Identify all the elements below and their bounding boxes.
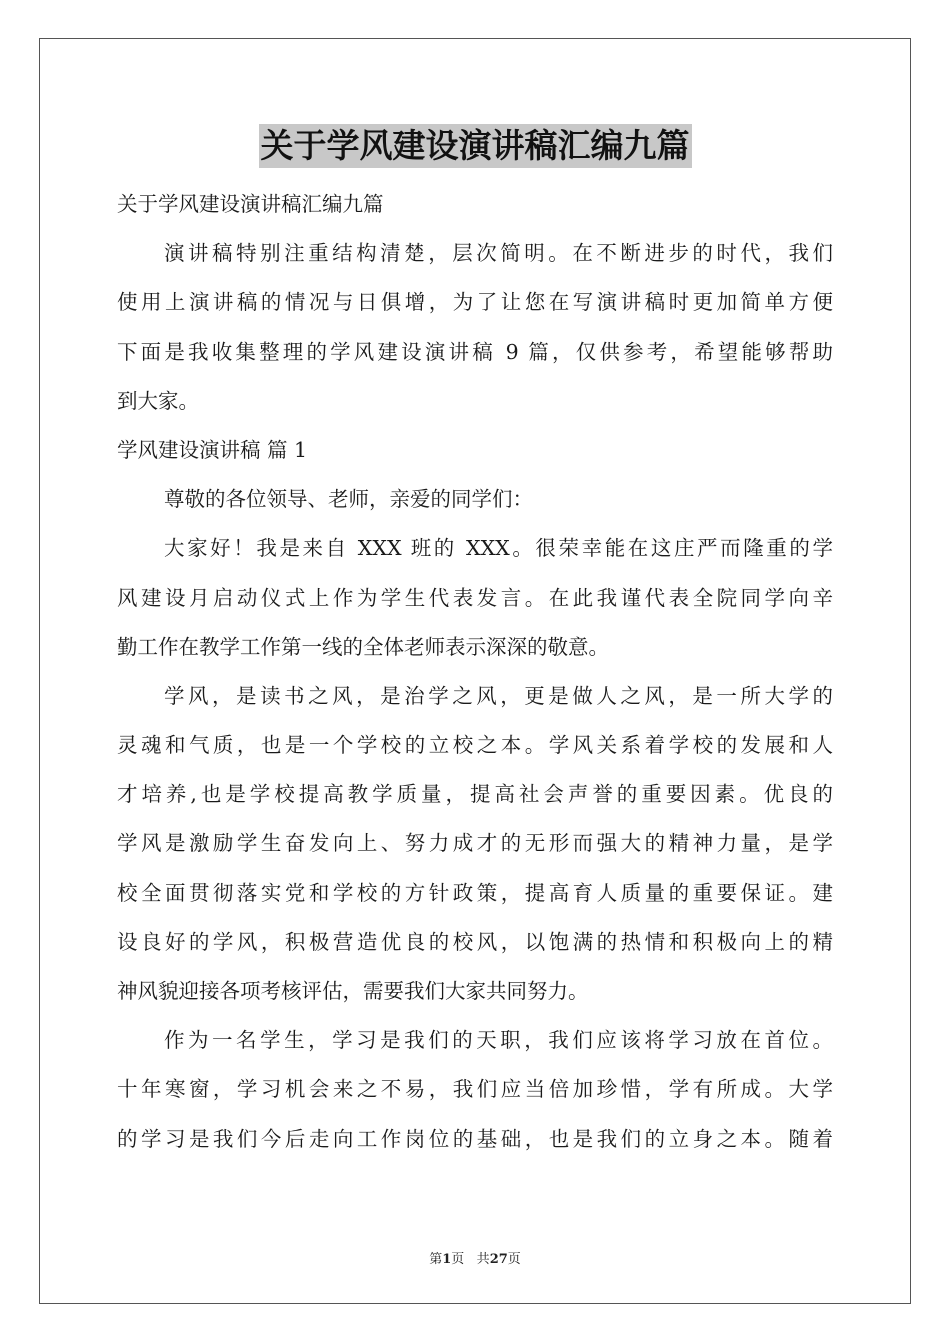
text-line: 大家好！我是来自 XXX 班的 XXX。很荣幸能在这庄严而隆重的学 — [164, 536, 833, 561]
text-line: 演讲稿特别注重结构清楚，层次简明。在不断进步的时代，我们 — [164, 241, 833, 266]
text-line: 才培养,也是学校提高教学质量，提高社会声誉的重要因素。优良的 — [117, 782, 833, 807]
page-footer — [0, 1248, 950, 1267]
text-line: 学风是激励学生奋发向上、努力成才的无形而强大的精神力量，是学 — [117, 831, 833, 856]
text-line: 关于学风建设演讲稿汇编九篇 — [117, 192, 384, 216]
text-line: 使用上演讲稿的情况与日俱增，为了让您在写演讲稿时更加简单方便 — [117, 290, 833, 315]
footer-total-prefix: 共 — [476, 1252, 490, 1267]
footer-page-unit: 页 — [451, 1252, 465, 1267]
document-body — [117, 180, 833, 1164]
text-line: 风建设月启动仪式上作为学生代表发言。在此我谨代表全院同学向辛 — [117, 585, 833, 610]
text-line: 的学习是我们今后走向工作岗位的基础，也是我们的立身之本。随着 — [117, 1126, 833, 1151]
footer-total-unit: 页 — [507, 1252, 521, 1267]
text-line: 神风貌迎接各项考核评估，需要我们大家共同努力。 — [117, 979, 589, 1003]
text-line: 作为一名学生，学习是我们的天职，我们应该将学习放在首位。 — [164, 1028, 833, 1053]
text-line: 勤工作在教学工作第一线的全体老师表示深深的敬意。 — [117, 634, 609, 659]
text-line: 十年寒窗，学习机会来之不易，我们应当倍加珍惜，学有所成。大学 — [117, 1077, 833, 1102]
text-line: 学风建设演讲稿 篇 1 — [117, 437, 308, 462]
footer-page-prefix: 第 — [429, 1252, 443, 1267]
text-line: 学风，是读书之风，是治学之风，更是做人之风，是一所大学的 — [164, 683, 833, 708]
footer-page-number: 1 — [442, 1252, 452, 1267]
text-line: 灵魂和气质，也是一个学校的立校之本。学风关系着学校的发展和人 — [117, 733, 833, 758]
text-line: 校全面贯彻落实党和学校的方针政策，提高育人质量的重要保证。建 — [117, 880, 833, 905]
document-title: 关于学风建设演讲稿汇编九篇 — [259, 124, 692, 168]
footer-total-pages: 27 — [489, 1252, 508, 1267]
text-line: 设良好的学风，积极营造优良的校风，以饱满的热情和积极向上的精 — [117, 929, 833, 954]
text-line: 下面是我收集整理的学风建设演讲稿 9 篇，仅供参考，希望能够帮助 — [117, 339, 833, 364]
text-line: 尊敬的各位领导、老师，亲爱的同学们： — [164, 487, 533, 512]
title-wrapper — [0, 124, 950, 168]
text-line: 到大家。 — [117, 388, 199, 413]
